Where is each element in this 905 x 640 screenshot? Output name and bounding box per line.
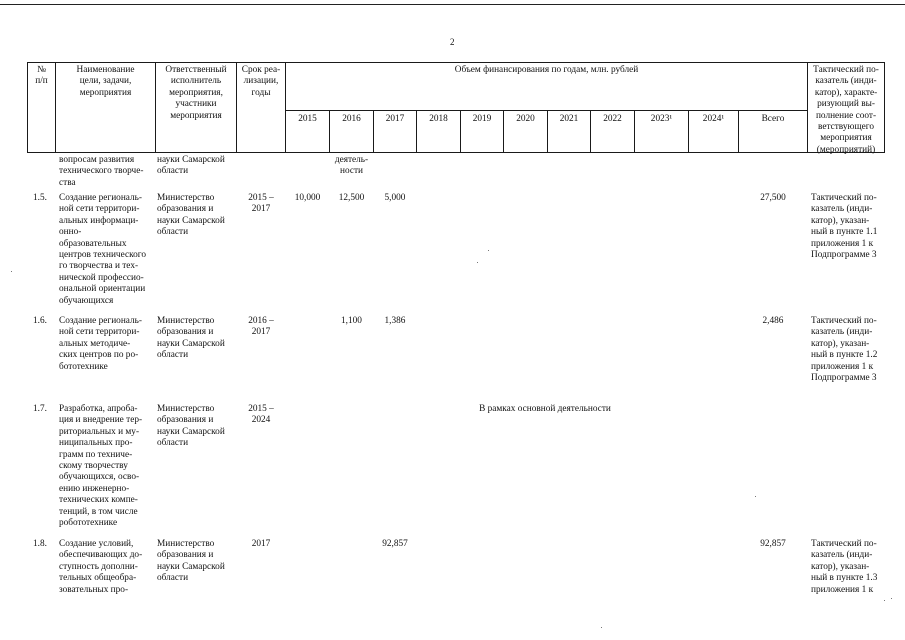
row-1-6-executor: Министерство образования и науки Самарской области (157, 316, 225, 361)
years-top-border (285, 110, 807, 111)
row-1-8-name: Создание условий, обеспечивающих до- ступность дополни- тельных общеобра- зовательных про- (59, 539, 143, 595)
header-no: № п/п (35, 65, 48, 87)
continuation-name: вопросам развития технического творче- ства (59, 155, 144, 188)
row-1-7-name: Разработка, апроба- ция и внедрение тер- риториальных и му- ниципальных про- грамм по техниче- скому творчеству обучающихся, осво- ению инженерно- технических компе- тенций, в том числе робототехнике (59, 404, 143, 529)
header-name: Наименование цели, задачи, мероприятия (76, 65, 135, 98)
scan-speck (488, 250, 489, 251)
header-year-2024: 2024¹ (702, 114, 725, 124)
row-1-8-period: 2017 (251, 539, 271, 549)
scan-speck (601, 627, 602, 628)
row-1-6-name: Создание региональ- ной сети территори- альных методиче- ских центров по ро- бототехнике (59, 316, 142, 372)
row-1-8-indicator: Тактический по- казатель (инди- катор), указан- ный в пункте 1.3 приложения 1 к (811, 539, 878, 595)
scan-speck (891, 598, 892, 599)
scan-speck (884, 600, 885, 601)
row-1-7-no: 1.7. (33, 404, 47, 414)
header-year-2019: 2019 (472, 114, 492, 124)
row-1-6-2017: 1,386 (384, 316, 406, 326)
header-year-2018: 2018 (429, 114, 448, 124)
header-year-2016: 2016 (342, 114, 361, 124)
row-1-8-total: 92,857 (760, 539, 786, 549)
page-top-rule (0, 4, 905, 5)
header-executor: Ответственный исполнитель мероприятия, участники мероприятия (165, 65, 227, 121)
header-year-2020: 2020 (516, 114, 535, 124)
header-year-2015: 2015 (298, 114, 317, 124)
row-1-8-no: 1.8. (33, 539, 47, 549)
row-1-5-2016: 12,500 (338, 193, 365, 203)
scan-speck (477, 262, 478, 263)
page-number: 2 (450, 37, 455, 47)
header-year-2021: 2021 (559, 114, 579, 124)
row-1-5-no: 1.5. (33, 193, 47, 203)
row-1-5-name: Создание региональ- ной сети территори- альных информаци- онно- образовательных центров технического го творчества и тех- нической профессио- ональной ориентации обучающихся (59, 193, 147, 306)
row-1-6-indicator: Тактический по- казатель (инди- катор), указан- ный в пункте 1.2 приложения 1 к Подпрограмме 3 (811, 316, 878, 384)
row-1-7-executor: Министерство образования и науки Самарской области (157, 404, 225, 449)
col-border-right (884, 62, 885, 153)
header-year-2022: 2022 (603, 114, 622, 124)
row-1-5-period: 2015 – 2017 (248, 193, 274, 215)
row-1-5-indicator: Тактический по- казатель (инди- катор), указан- ный в пункте 1.1 приложения 1 к Подпрограмме 3 (811, 193, 878, 261)
header-year-2023: 2023¹ (650, 114, 673, 124)
header-year-2017: 2017 (385, 114, 405, 124)
row-1-6-total: 2,486 (762, 316, 784, 326)
row-1-8-executor: Министерство образования и науки Самарской области (157, 539, 225, 584)
row-1-7-note: В рамках основной деятельности (479, 404, 611, 414)
row-1-6-no: 1.6. (33, 316, 47, 326)
scan-speck (11, 271, 12, 272)
row-1-6-2016: 1,100 (341, 316, 362, 326)
header-indicator: Тактический по- казатель (инди- катор), характе- ризующий вы- полнение соот- ветствующего мероприятия (мероприятий) (813, 65, 879, 155)
header-total: Всего (761, 114, 785, 124)
row-1-5-executor: Министерство образования и науки Самарской области (157, 193, 225, 238)
row-1-5-2017: 5,000 (384, 193, 406, 203)
row-1-5-total: 27,500 (760, 193, 786, 203)
row-1-8-2017: 92,857 (382, 539, 408, 549)
scan-speck (755, 496, 756, 497)
row-1-6-period: 2016 – 2017 (248, 316, 274, 338)
continuation-2016: деятель- ности (334, 155, 369, 177)
row-1-5-2015: 10,000 (294, 193, 321, 203)
header-funding: Объем финансирования по годам, млн. рублей (454, 65, 639, 75)
header-period: Срок реа- лизации, годы (241, 65, 281, 98)
continuation-executor: науки Самарской области (157, 155, 225, 177)
row-1-7-period: 2015 – 2024 (248, 404, 274, 426)
